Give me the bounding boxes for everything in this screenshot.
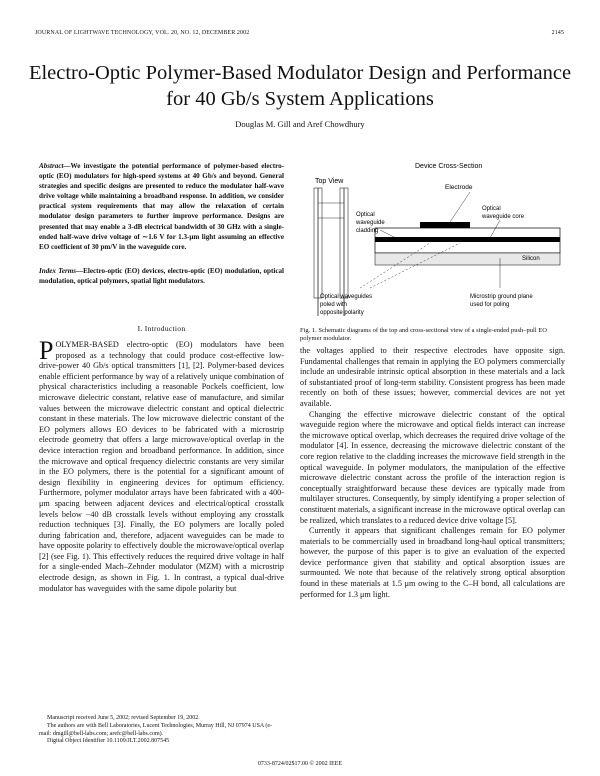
figure-caption: Fig. 1. Schematic diagrams of the top and cross-sectional view of a single-ended push–pull EO polymer modulator.: [300, 327, 547, 343]
cladding-label-2: waveguide: [356, 220, 385, 226]
drop-cap: P: [39, 336, 54, 365]
abstract-label: Abstract—: [39, 162, 71, 170]
abstract: [39, 161, 284, 252]
paper-title: Electro-Optic Polymer-Based Modulator Design and Performance for 40 Gb/s System Applications: [28, 62, 572, 110]
intro-text: electro-optic (EO) modulators have been proposed as a technology that could produce cost-effective low-drive-power 40 Gb/s optical transmitters [1], [2]. Polymer-based devices enable efficient performance by way of a relatively unique combination of physical characteristics including a reasonable Pockels coefficient, low microwave dielectric constant, relative ease of manufacture, and similar values between the microwave dielectric constant and optical dielectric constant in these materials. The low microwave dielectric constant of the EO polymers allows EO devices to be fabricated with a microstrip electrode geometry that offers a large microwave/optical overlap in the device interaction region and broadband performance. In addition, since the microwave and optical frequency dielectric constants are very similar in the EO polymers, there is the potential for a significant amount of design flexibility in engineering devices for optimum efficiency. Furthermore, polymer modulator arrays have been fabricated with a 400-μm spacing between adjacent devices and electrical/optical crosstalk levels below −40 dB crosstalk levels without employing any crosstalk reduction techniques [3]. Finally, the EO polymers are locally poled during fabrication and, therefore, adjacent waveguides can be made to have opposite polarity to effectively double the microwave/optical overlap [2] (see Fig. 1). This effectively reduces the required drive voltage in half for a single-ended Mach–Zehnder modulator (MZM) with a microstrip electrode design, as shown in Fig. 1. In contrast, a typical dual-drive modulator has waveguides with the same dipole polarity but: [39, 340, 284, 593]
running-header: JOURNAL OF LIGHTWAVE TECHNOLOGY, VOL. 20, NO. 12, DECEMBER 2002: [35, 30, 250, 36]
ground-label-2: used for poling: [470, 302, 510, 308]
page-number: 2145: [551, 30, 564, 36]
intro-paragraph: [39, 336, 284, 594]
core-label-1: Optical: [482, 206, 501, 212]
top-view-label: Top View: [315, 178, 344, 185]
authors: Douglas M. Gill and Aref Chowdhury: [235, 119, 365, 129]
footnote-received: Manuscript received June 5, 2002; revised September 19, 2002.: [47, 715, 200, 721]
footnote: [39, 715, 284, 746]
poled-label-2: poled with: [320, 302, 348, 308]
core-layer: [375, 237, 560, 242]
intro-lead: OLYMER-BASED: [55, 340, 119, 349]
cladding-label-3: cladding: [356, 228, 379, 234]
right-paragraph-2: Changing the effective microwave dielectric constant of the optical waveguide region where the microwave and optical fields interact can increase the microwave optical overlap, which decreases the required drive voltage of the modulator [4]. In essence, decreasing the microwave dielectric constant of the core region relative to the cladding increases the microwave field strength in the optical waveguide. In polymer modulators, the manipulation of the effective microwave dielectric constant across the profile of the interaction region is conceptually straightforward because these devices are typically made from multilayer structures. Consequently, by simply identifying a proper selection of constituent materials, a significant increase in the microwave optical overlap can be realized, which translates to a reduced device drive voltage [5].: [300, 409, 565, 525]
figure-1-diagram: [300, 158, 565, 318]
abstract-text: We investigate the potential performance of polymer-based electro-optic (EO) modulators for high-speed systems at 40 Gb/s and beyond. General strategies and specific designs are presented to reduce the modulator half-wave drive voltage while maintaining a broadband response. In addition, we consider practical system requirements that may allow the relaxation of certain modulator design parameters to further improve performance. Designs are presented that may enable a 3-dB electrical bandwidth of 30 GHz with a single-ended half-wave drive voltage of ∼1.6 V for 1.3-μm light assuming an effective EO coefficient of 30 pm/V in the waveguide core.: [39, 162, 284, 251]
poled-label-3: opposite polarity: [320, 310, 364, 316]
index-terms-label: Index Terms—: [39, 267, 84, 275]
cladding-label-1: Optical: [356, 212, 375, 218]
figure-1: [300, 158, 565, 318]
poled-label-1: Optical waveguides: [320, 294, 373, 300]
silicon-label: Silicon: [522, 256, 540, 262]
figure-title: Device Cross-Section: [415, 163, 483, 170]
footnote-doi: Digital Object Identifier 10.1109/JLT.2002.807545: [47, 738, 170, 745]
electrode-label: Electrode: [445, 184, 473, 191]
electrode-block: [420, 222, 470, 228]
index-terms: [39, 266, 284, 286]
leader-electrode: [450, 192, 470, 222]
core-label-2: waveguide core: [482, 214, 525, 220]
section-heading: I. Introduction: [137, 324, 186, 333]
copyright-footer: 0733-8724/02$17.00 © 2002 IEEE: [257, 761, 343, 767]
footnote-affiliation: The authors are with Bell Laboratories, Lucent Technologies, Murray Hill, NJ 07974 USA (e-mail: dmgill@bell-labs.com; arefc@bell-labs.com).: [39, 722, 273, 737]
ground-label-1: Microstrip ground plane: [470, 294, 533, 300]
index-terms-text: Electro-optic (EO) devices, electro-optic (EO) modulation, optical modulation, optical polymers, spatial light modulators.: [39, 267, 284, 286]
right-paragraph-1: the voltages applied to their respective electrodes have opposite sign. Fundamental challenges that remain in applying the EO polymers commercially include an undesirable intrinsic optical absorption in these materials and a lack of substantiated proof of long-term stability. Consistent progress has been made recently on both of these issues; however, commercial devices are not yet available.: [300, 346, 565, 408]
right-paragraph-3: Currently it appears that significant challenges remain for EO polymer materials to be commercially used in broadband long-haul optical transmitters; however, the purpose of this paper is to give an evaluation of the expected device performance given that stability and optical absorption issues are surmounted. We note that because of the relatively strong optical absorption found in these materials at 1.5 μm owing to the C–H bond, all calculations are performed for 1.3 μm light.: [300, 526, 565, 599]
right-column-body: [300, 346, 565, 600]
